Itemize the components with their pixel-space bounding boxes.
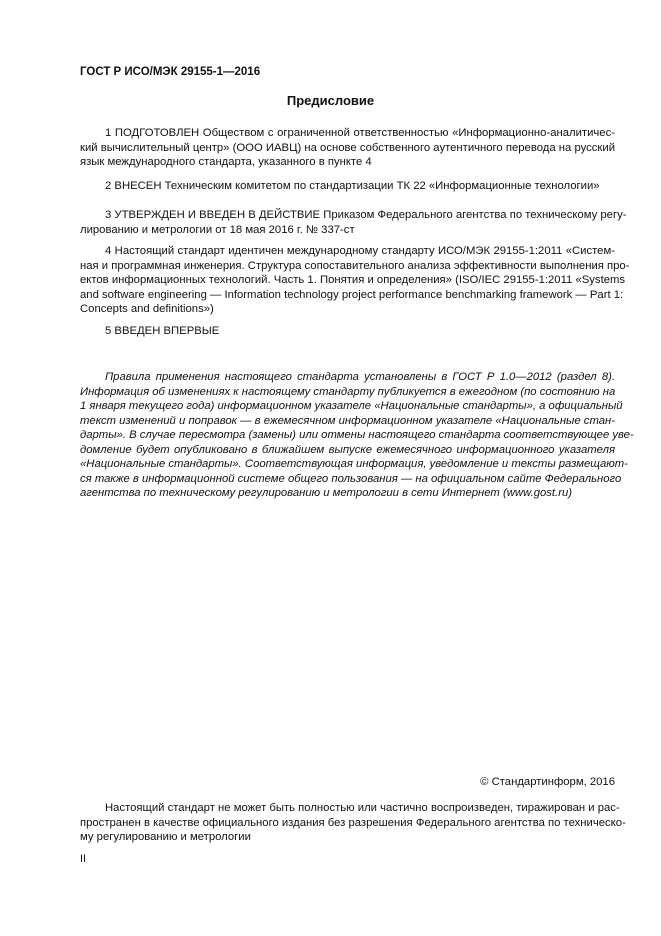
- text-line: агентства по техническому регулированию и метрологии в сети Интернет (www.gost.ru): [80, 487, 573, 499]
- text-line: 3 УТВЕРЖДЕН И ВВЕДЕН В ДЕЙСТВИЕ Приказом Федерального агентства по техническому регу-: [105, 209, 627, 221]
- text-line: пространен в качестве официального издания без разрешения Федерального агентства по техническо-: [80, 816, 626, 829]
- foreword-item-1: [80, 126, 615, 170]
- text-line: му регулированию и метрологии: [80, 831, 251, 843]
- text-line: домление будет опубликовано в ближайшем выпуске ежемесячного информационного указателя: [80, 443, 615, 456]
- text-line: язык международного стандарта, указанного в пункте 4: [80, 156, 372, 168]
- standard-code-header: ГОСТ Р ИСО/МЭК 29155-1—2016: [80, 66, 261, 78]
- text-line: «Национальные стандарты». Соответствующая информация, уведомление и тексты размещают-: [80, 458, 628, 470]
- text-line: ная и программная инженерия. Структура сопоставительного анализа эффективности выполнения про-: [80, 259, 630, 272]
- text-line: 2 ВНЕСЕН Техническим комитетом по стандартизации ТК 22 «Информационные технологии»: [105, 180, 600, 192]
- foreword-item-2: [80, 179, 615, 194]
- text-line: дарты». В случае пересмотра (замены) или отмены настоящего стандарта соответствующее уве-: [80, 429, 634, 441]
- text-line: 1 января текущего года) информационном указателе «Национальные стандарты», а официальный: [80, 400, 623, 412]
- text-line: ся также в информационной системе общего пользования — на официальном сайте Федерального: [80, 472, 622, 485]
- foreword-item-5: [80, 324, 615, 339]
- reproduction-restriction: [80, 801, 626, 845]
- publication-notice: [80, 370, 634, 501]
- text-line: Правила применения настоящего стандарта установлены в ГОСТ Р 1.0—2012 (раздел 8).: [105, 371, 615, 383]
- text-line: лированию и метрологии от 18 мая 2016 г. № 337-ст: [80, 223, 355, 236]
- text-line: текст изменений и поправок — в ежемесячном информационном указателе «Национальные стан-: [80, 414, 615, 427]
- copyright-notice: © Стандартинформ, 2016: [480, 776, 615, 788]
- text-line: Concepts and definitions»): [80, 303, 214, 315]
- foreword-item-3: [80, 208, 627, 237]
- text-line: ектов информационных технологий. Часть 1. Понятия и определения» (ISO/IEC 29155-1:2011 «Systems: [80, 274, 626, 286]
- page-title: Предисловие: [286, 93, 375, 108]
- text-line: 5 ВВЕДЕН ВПЕРВЫЕ: [105, 325, 220, 337]
- text-line: 4 Настоящий стандарт идентичен международному стандарту ИСО/МЭК 29155-1:2011 «Систем-: [105, 245, 615, 257]
- text-line: and software engineering — Information technology project performance benchmarking framework — Part 1:: [80, 288, 624, 301]
- text-line: Информация об изменениях к настоящему стандарту публикуется в ежегодном (по состоянию на: [80, 385, 616, 398]
- text-line: кий вычислительный центр» (ООО ИАВЦ) на основе собственного аутентичного перевода на русский: [80, 141, 615, 154]
- page-number: II: [80, 853, 87, 865]
- text-line: 1 ПОДГОТОВЛЕН Обществом с ограниченной ответственностью «Информационно-аналитичес-: [105, 127, 615, 139]
- foreword-item-4: [80, 244, 630, 317]
- text-line: Настоящий стандарт не может быть полностью или частично воспроизведен, тиражирован и рас-: [105, 802, 620, 814]
